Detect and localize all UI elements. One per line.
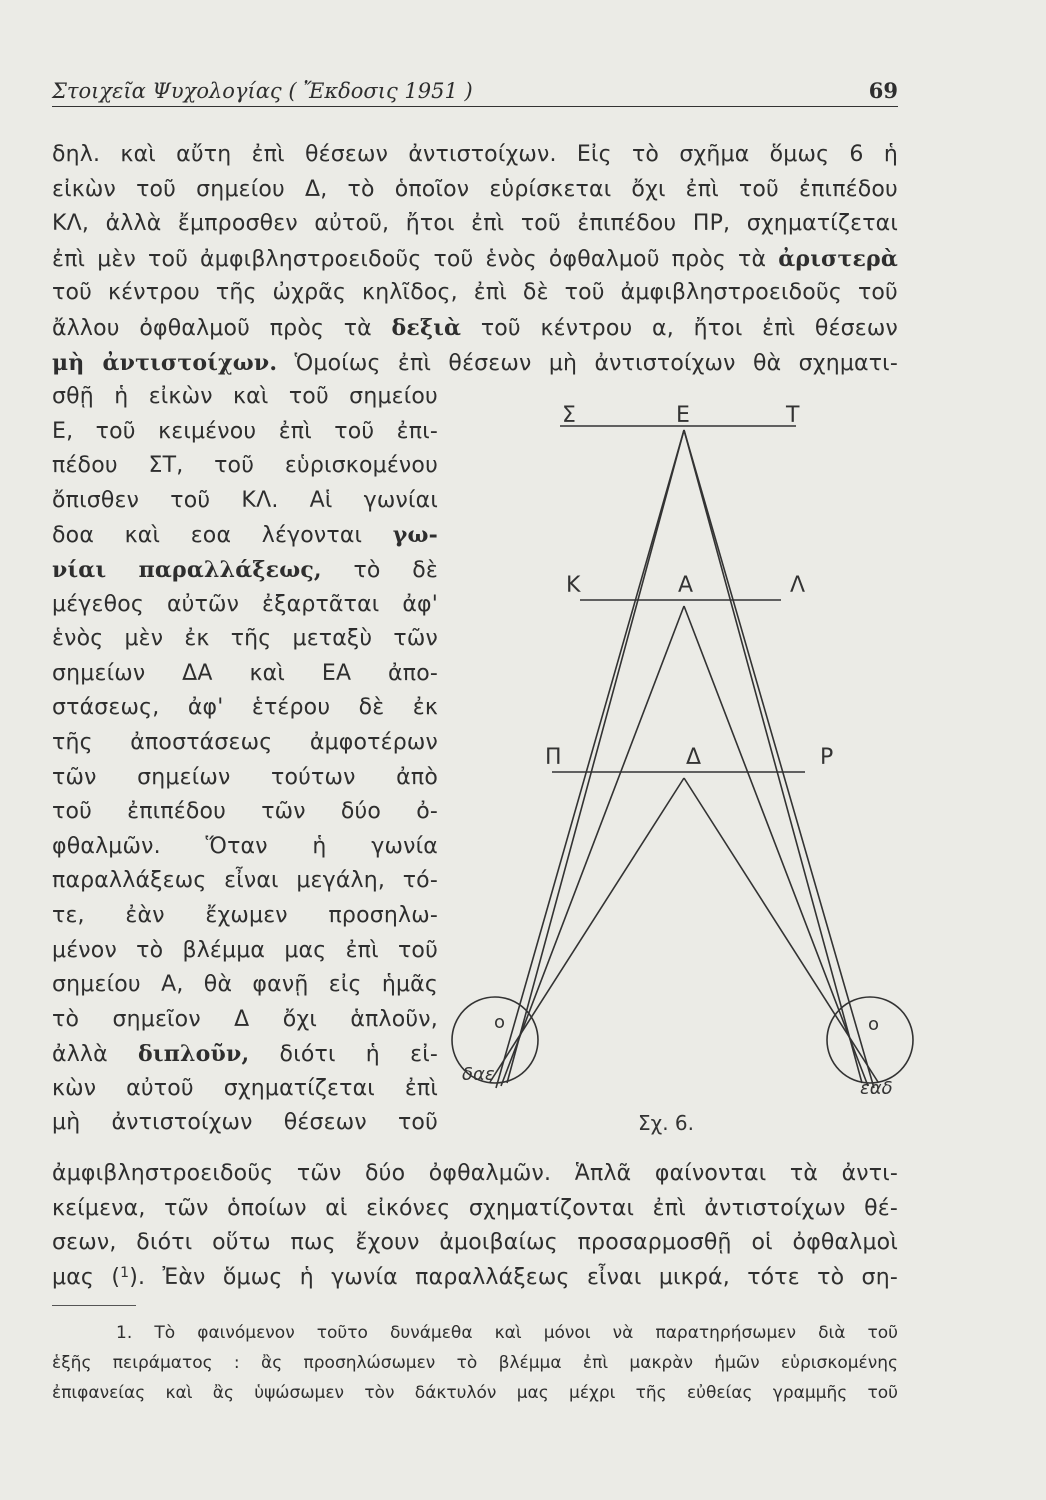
label-p: Π — [545, 745, 562, 770]
ray-d-left — [490, 778, 684, 1082]
text-line: δηλ. καὶ αὔτη ἐπὶ θέσεων ἀντιστοίχων. Εἰς τὸ σχῆμα ὅμως 6 ἡ — [52, 142, 898, 167]
ray-e-left-inner — [507, 430, 684, 1083]
running-header — [52, 72, 898, 107]
text-line: φθαλμῶν. Ὅταν ἡ γωνία — [52, 833, 438, 859]
figure-caption: Σχ. 6. — [638, 1111, 694, 1135]
label-k: Κ — [566, 573, 581, 598]
footnote-line: ἑξῆς πειράματος : ἂς προσηλώσωμεν τὸ βλέμμα ἐπὶ μακρὰν ἡμῶν εὑρισκομένης — [52, 1353, 898, 1373]
text-line: ἀμφιβληστροειδοῦς τῶν δύο ὀφθαλμῶν. Ἁπλᾶ φαίνονται τὰ ἀντι- — [52, 1161, 898, 1186]
bold-term: ἀριστερὰ — [778, 245, 898, 272]
text-line: τοῦ ἐπιπέδου τῶν δύο ὀ- — [52, 799, 438, 825]
body-text-column — [52, 380, 438, 1141]
text-line: εἰκὼν τοῦ σημείου Δ, τὸ ὁποῖον εὑρίσκεται ὄχι ἐπὶ τοῦ ἐπιπέδου — [52, 176, 898, 202]
text-line: στάσεως, ἀφ' ἑτέρου δὲ ἐκ — [52, 695, 438, 721]
body-text-top — [52, 138, 898, 380]
text-line: παραλλάξεως εἶναι μεγάλη, τό- — [52, 868, 438, 894]
text-line: ΚΛ, ἀλλὰ ἔμπροσθεν αὐτοῦ, ἤτοι ἐπὶ τοῦ ἐπιπέδου ΠΡ, σχηματίζεται — [52, 211, 898, 237]
text-line: τοῦ κέντρου τῆς ὠχρᾶς κηλῖδος, ἐπὶ δὲ τοῦ ἀμφιβληστροειδοῦς τοῦ — [52, 280, 898, 306]
label-o-right: ο — [868, 1014, 880, 1035]
label-t: Τ — [786, 403, 800, 428]
text-line: μὴ ἀντιστοίχων. Ὁμοίως ἐπὶ θέσεων μὴ ἀντιστοίχων θὰ σχηματι- — [52, 349, 898, 376]
ray-a-left — [501, 606, 684, 1086]
label-e: Ε — [676, 403, 690, 428]
body-text-bottom — [52, 1157, 898, 1295]
label-o-left: ο — [494, 1012, 506, 1033]
text-line: δοα καὶ εοα λέγονται γω- — [52, 522, 438, 549]
ray-e-right — [684, 430, 874, 1088]
label-d: Δ — [686, 745, 702, 770]
footnote-line: ἐπιφανείας καὶ ἂς ὑψώσωμεν τὸν δάκτυλόν μας μέχρι τῆς εὐθείας γραμμῆς τοῦ — [52, 1383, 898, 1403]
label-r: Ρ — [820, 745, 834, 770]
footnote-separator — [52, 1305, 136, 1306]
text-line: ἀλλὰ διπλοῦν, διότι ἡ εἰ- — [52, 1041, 438, 1068]
text-line: μας ($^1$). Ἐὰν ὅμως ἡ γωνία παραλλάξεως εἶναι μικρά, τότε τὸ ση- — [52, 1264, 898, 1290]
text-line: ἑνὸς μὲν ἐκ τῆς μεταξὺ τῶν — [52, 626, 438, 652]
label-sigma: Σ — [562, 403, 576, 428]
text-line: Ε, τοῦ κειμένου ἐπὶ τοῦ ἐπι- — [52, 418, 438, 444]
text-line: σεων, διότι οὕτω πως ἔχουν ἀμοιβαίως προσαρμοσθῇ οἱ ὀφθαλμοὶ — [52, 1230, 898, 1256]
footnote-ref: 1 — [120, 1264, 130, 1281]
text-line: ὄπισθεν τοῦ ΚΛ. Αἱ γωνίαι — [52, 487, 438, 513]
footnote-line: 1. Τὸ φαινόμενον τοῦτο δυνάμεθα καὶ μόνοι νὰ παρατηρήσωμεν διὰ τοῦ — [116, 1323, 899, 1343]
label-l: Λ — [790, 573, 806, 598]
text-line: νίαι παραλλάξεως, τὸ δὲ — [52, 556, 438, 583]
text-line: τῶν σημείων τούτων ἀπὸ — [52, 764, 438, 790]
bold-term: νίαι παραλλάξεως, — [52, 556, 322, 583]
footnote-marker: 1. — [116, 1323, 133, 1343]
page-number: 69 — [868, 78, 898, 103]
bold-term: μὴ ἀντιστοίχων. — [52, 349, 278, 376]
text-line: κὼν αὐτοῦ σχηματίζεται ἐπὶ — [52, 1075, 438, 1101]
bold-term: διπλοῦν, — [138, 1041, 250, 1068]
text-line: ἐπὶ μὲν τοῦ ἀμφιβληστροειδοῦς τοῦ ἑνὸς ὀφθαλμοῦ πρὸς τὰ ἀριστερὰ — [52, 245, 898, 272]
bold-term: δεξιὰ — [391, 314, 462, 341]
text-line: ἄλλου ὀφθαλμοῦ πρὸς τὰ δεξιὰ τοῦ κέντρου α, ἤτοι ἐπὶ θέσεων — [52, 314, 899, 341]
footnote — [52, 1318, 898, 1408]
text-line: μέγεθος αὐτῶν ἐξαρτᾶται ἀφ' — [52, 591, 438, 617]
ray-e-left — [496, 430, 684, 1088]
text-line: τὸ σημεῖον Δ ὄχι ἁπλοῦν, — [52, 1006, 438, 1032]
text-line: μένον τὸ βλέμμα μας ἐπὶ τοῦ — [52, 937, 438, 963]
running-title: Στοιχεῖα Ψυχολογίας ( Ἔκδοσις 1951 ) — [52, 79, 473, 103]
label-a: Α — [678, 573, 694, 598]
text-line: τῆς ἀποστάσεως ἀμφοτέρων — [52, 729, 438, 755]
ray-d-right — [684, 778, 878, 1082]
text-line: τε, ἐὰν ἔχωμεν προσηλω- — [52, 902, 438, 928]
bold-term: γω- — [392, 522, 438, 549]
text-line: πέδου ΣΤ, τοῦ εὑρισκομένου — [52, 453, 438, 479]
ray-a-right — [684, 606, 868, 1086]
parallax-diagram — [450, 360, 930, 1140]
label-right-retina: εαδ — [860, 1078, 893, 1099]
ray-e-right-inner — [684, 430, 862, 1083]
text-line: κείμενα, τῶν ὁποίων αἱ εἰκόνες σχηματίζονται ἐπὶ ἀντιστοίχων θέ- — [52, 1195, 898, 1221]
text-line: σθῇ ἡ εἰκὼν καὶ τοῦ σημείου — [52, 384, 438, 409]
text-line: σημείων ΔΑ καὶ ΕΑ ἀπο- — [52, 660, 438, 686]
label-left-retina: δαε — [462, 1064, 495, 1085]
text-line: σημείου Α, θὰ φανῇ εἰς ἡμᾶς — [52, 972, 438, 998]
text-line: μὴ ἀντιστοίχων θέσεων τοῦ — [52, 1110, 438, 1136]
